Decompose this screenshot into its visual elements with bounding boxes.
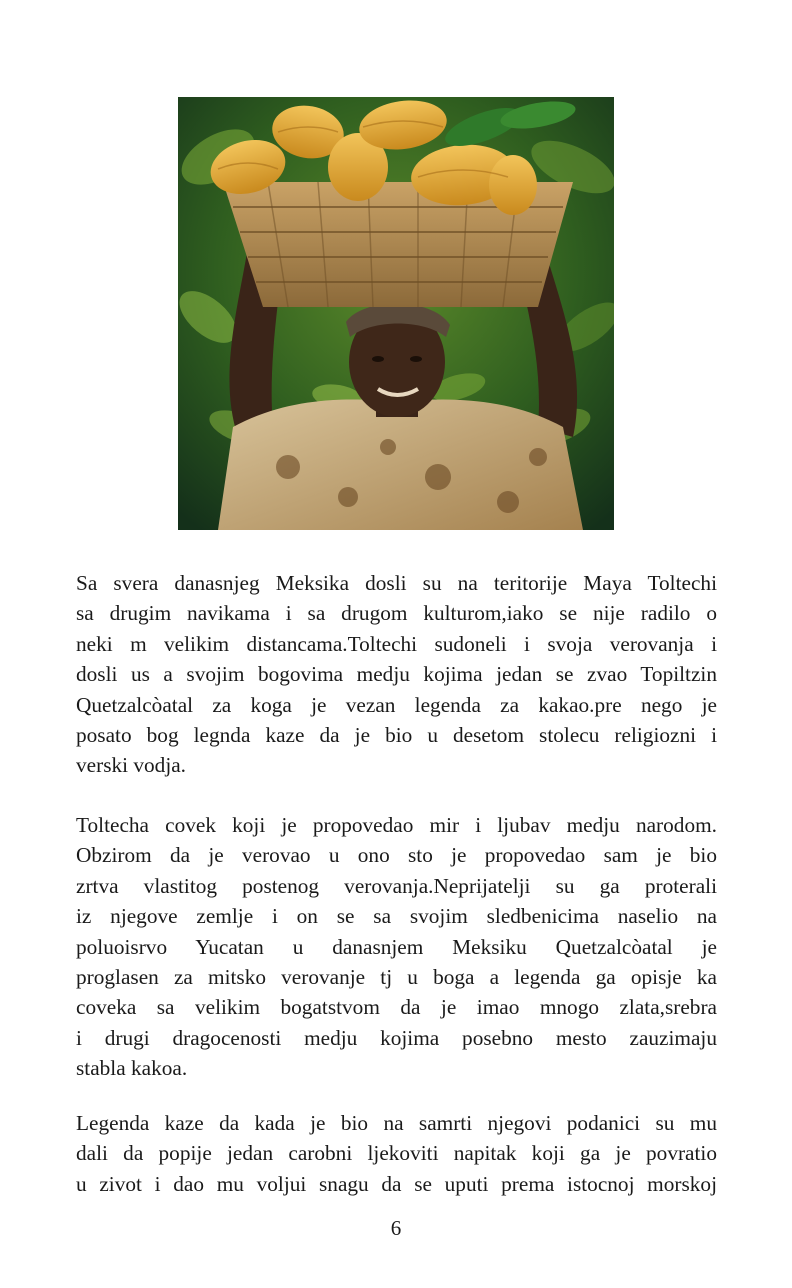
text-line: verski vodja.	[76, 753, 187, 778]
text-line: u zivot i dao mu voljui snagu da se uputi prema istocnoj morskoj	[76, 1171, 717, 1196]
text-line: stabla kakoa.	[76, 1056, 188, 1081]
text-line: Quetzalcòatal za koga je vezan legenda za kakao.pre nego je	[76, 692, 717, 717]
page-number: 6	[390, 1216, 402, 1240]
text-line: posato bog legnda kaze da je bio u desetom stolecu religiozni i	[76, 722, 717, 747]
text-line: neki m velikim distancama.Toltechi sudoneli i svoja verovanja i	[76, 631, 717, 656]
text-line: proglasen za mitsko verovanje tj u boga a legenda ga opisje ka	[76, 964, 717, 989]
paragraph-1	[76, 568, 717, 781]
text-line: iz njegove zemlje i on se sa svojim sledbenicima naselio na	[76, 904, 717, 929]
text-line: poluoisrvo Yucatan u danasnjem Meksiku Quetzalcòatal je	[76, 934, 717, 959]
text-line: i drugi dragocenosti medju kojima posebno mesto zauzimaju	[76, 1025, 717, 1050]
cocoa-basket-photo	[178, 97, 614, 530]
text-line: Obzirom da je verovao u ono sto je propovedao sam je bio	[76, 843, 717, 868]
paragraph-3	[76, 1108, 717, 1199]
text-line: Toltecha covek koji je propovedao mir i ljubav medju narodom.	[76, 813, 717, 837]
text-line: coveka sa velikim bogatstvom da je imao mnogo zlata,srebra	[76, 995, 717, 1020]
text-line: dosli us a svojim bogovima medju kojima jedan se zvao Topiltzin	[76, 662, 717, 687]
paragraph-2	[76, 810, 717, 1084]
text-line: Legenda kaze da kada je bio na samrti njegovi podanici su mu	[76, 1111, 717, 1135]
text-line: zrtva vlastitog postenog verovanja.Neprijatelji su ga proterali	[76, 873, 717, 898]
text-line: sa drugim navikama i sa drugom kulturom,iako se nije radilo o	[76, 601, 717, 626]
text-line: Sa svera danasnjeg Meksika dosli su na teritorije Maya Toltechi	[76, 571, 717, 595]
text-line: dali da popije jedan carobni ljekoviti napitak koji ga je povratio	[76, 1141, 717, 1166]
